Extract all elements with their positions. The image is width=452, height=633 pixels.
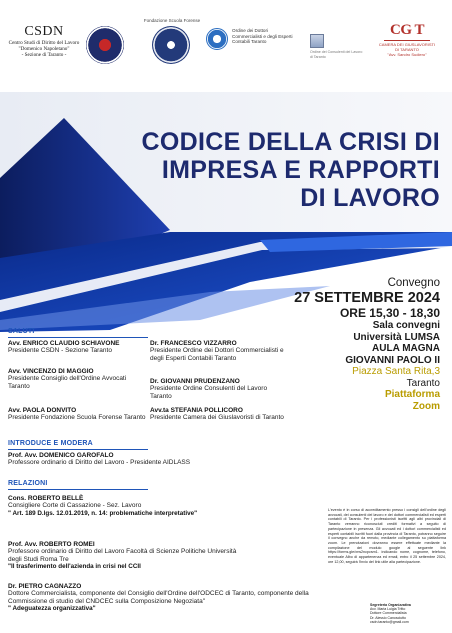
person-role: Dottore Commercialista, componente del Consiglio dell'Ordine dell'ODCEC di Taranto, componente della Commissione di studio del CNDCEC sulla Composizione Negoziata" [8,590,309,605]
introduce-heading: INTRODUCE E MODERA [8,440,93,447]
segreteria-block [370,603,448,624]
person-role: Presidente Camera dei Giuslavoristi di Taranto [150,414,284,422]
page-title [88,128,440,212]
consulenti-mark-icon [310,34,324,48]
odcec-mark-icon [206,28,228,50]
talk-title: " Art. 189 D.lgs. 12.01.2019, n. 14: problematiche interpretative" [8,509,198,517]
person-name: Dr. GIOVANNI PRUDENZANO [150,378,240,385]
person-name: Prof. Avv. DOMENICO GAROFALO [8,452,114,459]
saluti-person-6 [150,407,290,422]
scuola-forense-arc-text: Fondazione Scuola Forense [143,18,201,23]
person-name: Dr. FRANCESCO VIZZARRO [150,340,237,347]
saluti-heading: SALUTI [8,328,35,335]
person-role: Presidente CSDN - Sezione Taranto [8,347,112,355]
saluti-person-2 [150,340,290,362]
csdn-logo [8,24,80,58]
platform-line-2: Zoom [412,400,440,412]
person-role: Presidente Fondazione Scuola Forense Taranto [8,414,146,422]
consulenti-logo [310,34,364,60]
cgt-line3: "Avv. Sandro Sudiero" [387,52,427,57]
cgt-line2: DI TARANTO [395,47,419,52]
saluti-person-3 [8,368,144,390]
logo-row [0,16,452,76]
event-time: ORE 15,30 - 18,30 [339,306,440,320]
venue-line-1: Sala convegni [372,320,440,331]
venue-line-3: AULA MAGNA [372,343,440,354]
title-line-1: CODICE DELLA CRISI DI [141,128,440,156]
talk-title: " Adeguatezza organizzativa" [8,605,96,613]
address-line-1: Piazza Santa Rita,3 [352,366,440,377]
speaker-1 [8,495,208,517]
person-name: Avv. VINCENZO DI MAGGIO [8,368,94,375]
saluti-person-1 [8,340,148,355]
person-role: Presidente Ordine Consulenti del Lavoro Taranto [150,385,268,400]
odcec-text: Ordine dei Dottori Commercialisti e degli Esperti Contabili Taranto [232,28,293,45]
person-name: Avv.ta STEFANIA POLLICORO [150,407,243,414]
venue-line-4: GIOVANNI PAOLO II [345,354,440,366]
person-name: Cons. ROBERTO BELLÈ [8,495,84,502]
person-role: Professore ordinario di Diritto del Lavoro Facoltà di Scienze Politiche Università degli Studi Roma Tre [8,548,237,563]
title-line-2: IMPRESA E RAPPORTI [161,156,440,184]
saluti-rule [8,337,148,338]
person-name: Dr. PIETRO CAGNAZZO [8,583,82,590]
person-name: Avv. ENRICO CLAUDIO SCHIAVONE [8,340,120,347]
speaker-2 [8,541,248,571]
cgt-line1: CAMERA DEI GIUSLAVORISTI [378,42,436,47]
csdn-line1: Centro Studi di Diritto del Lavoro [8,40,80,46]
segreteria-title: Segreteria Organizzativa [370,603,411,607]
title-line-3: DI LAVORO [300,184,440,212]
address-line-2: Taranto [406,377,440,389]
relazioni-heading: RELAZIONI [8,480,48,487]
ordine-avvocati-seal-icon [86,26,124,64]
person-role: Presidente Ordine dei Dottori Commercialisti e degli Esperti Contabili Taranto [150,347,284,362]
saluti-person-5 [8,407,148,422]
event-date: 27 SETTEMBRE 2024 [294,290,440,306]
segreteria-line: Dr. Alessio Canosciutto [370,615,406,620]
person-role: Professore ordinario di Diritto del Lavoro - Presidente AIDLASS [8,459,191,467]
introduce-rule [8,449,148,450]
segreteria-line: Avv. Maria Luigia Tritto [370,607,406,612]
talk-title: "Il trasferimento dell'azienda in crisi nel CCII [8,563,141,571]
moderator [8,452,308,467]
csdn-line2: "Domenico Napoletano" [18,46,70,52]
event-label: Convegno [387,277,440,289]
cgt-divider [384,40,430,41]
venue-line-2: Università LUMSA [353,331,440,343]
person-name: Avv. PAOLA DONVITO [8,407,77,414]
segreteria-line: Dottore Commercialista [370,611,407,616]
scuola-forense-seal-icon [152,26,190,64]
person-role: Consigliere Corte di Cassazione - Sez. Lavoro [8,502,142,510]
csdn-abbr: CSDN [24,24,64,39]
cgt-monogram: CG T [390,22,424,38]
speaker-3 [8,583,320,613]
cgt-logo [372,22,442,57]
person-role: Presidente Consiglio dell'Ordine Avvocati Taranto [8,375,127,390]
relazioni-rule [8,489,148,490]
saluti-person-4 [150,378,290,400]
consulenti-text: Ordine dei Consulenti del Lavoro di Taranto [310,50,363,59]
platform-line-1: Piattaforma [384,389,440,400]
segreteria-email: csdn.taranto@gmail.com [370,619,409,624]
person-name: Prof. Avv. ROBERTO ROMEI [8,541,95,548]
csdn-line3: - Sezione di Taranto - [21,52,67,58]
accreditation-info: L'evento è in corso di accreditamento presso i consigli dell'ordine degli avvocati, dei consulenti del lavoro e dei dottori commercialisti ed esperti contabili di Taranto. Per i professionisti iscritti agli albi provinciali di Taranto verranno riconosciuti crediti formativi a seguito di partecipazione in presenza. Gli avvocati ed i dottori commercialisti ed esperti contabili iscritti fuori dalla provincia di Taranto, potranno seguire il convegno anche da remoto, mediante collegamento su piattaforma zoom. Le prenotazioni dovranno essere effettuate mediante la compilazione del modulo google al seguente link https://forms.gle/xrw2ncpcsm1. indicando nome, cognome, telefono, eventuale Albo di appartenenza ed email, entro il 25 settembre 2024, ore 12,00, seguirà l'invio del link utile alla partecipazione. [328,508,446,564]
